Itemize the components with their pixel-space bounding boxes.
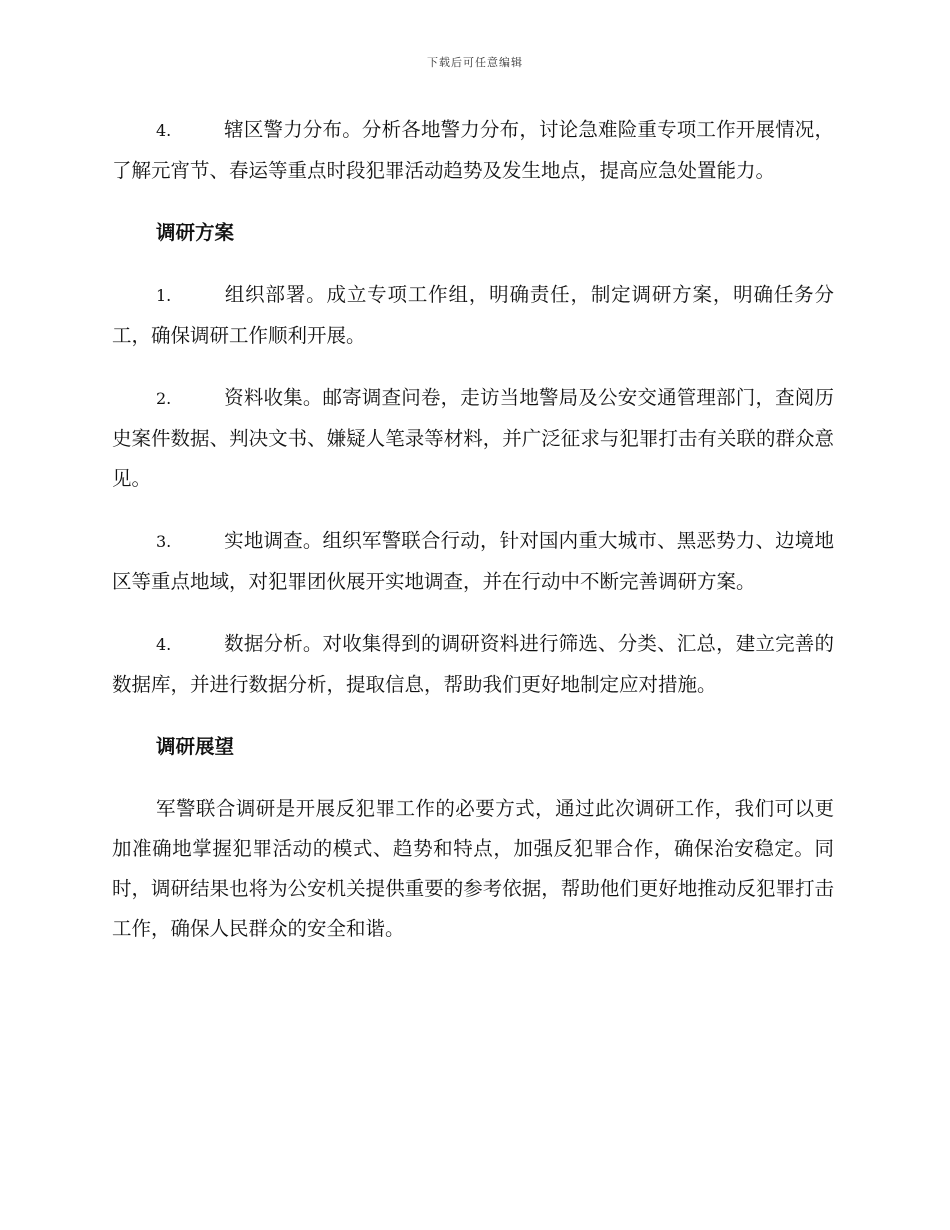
list-item [112,275,834,356]
list-number: 3. [156,532,172,551]
body-paragraph: 军警联合调研是开展反犯罪工作的必要方式，通过此次调研工作，我们可以更加准确地掌握犯罪活动的模式、趋势和特点，加强反犯罪合作，确保治安稳定。同时，调研结果也将为公安机关提供重要的参考依据，帮助他们更好地推动反犯罪打击工作，确保人民群众的安全和谐。 [112,797,834,940]
list-item [112,624,834,705]
list-item-text: 辖区警力分布。分析各地警力分布，讨论急难险重专项工作开展情况，了解元宵节、春运等重点时段犯罪活动趋势及发生地点，提高应急处置能力。 [112,118,834,182]
list-item-text: 组织部署。成立专项工作组，明确责任，制定调研方案，明确任务分工，确保调研工作顺利开展。 [112,283,834,347]
section-heading-plan: 调研方案 [156,221,235,244]
list-number: 2. [156,389,172,408]
document-body [112,110,834,949]
list-number: 1. [156,286,172,305]
list-item-text: 资料收集。邮寄调查问卷，走访当地警局及公安交通管理部门，查阅历史案件数据、判决文书、嫌疑人笔录等材料，并广泛征求与犯罪打击有关联的群众意见。 [112,386,834,490]
list-item [112,110,834,191]
list-item [112,378,834,499]
list-item-text: 数据分析。对收集得到的调研资料进行筛选、分类、汇总，建立完善的数据库，并进行数据分析，提取信息，帮助我们更好地制定应对措施。 [112,632,834,696]
header-note: 下载后可任意编辑 [427,56,523,69]
list-number: 4. [156,635,172,654]
section-heading-outlook: 调研展望 [156,735,235,758]
list-number: 4. [156,121,172,140]
list-item [112,521,834,602]
list-item-text: 实地调查。组织军警联合行动，针对国内重大城市、黑恶势力、边境地区等重点地域，对犯罪团伙展开实地调查，并在行动中不断完善调研方案。 [112,529,834,593]
